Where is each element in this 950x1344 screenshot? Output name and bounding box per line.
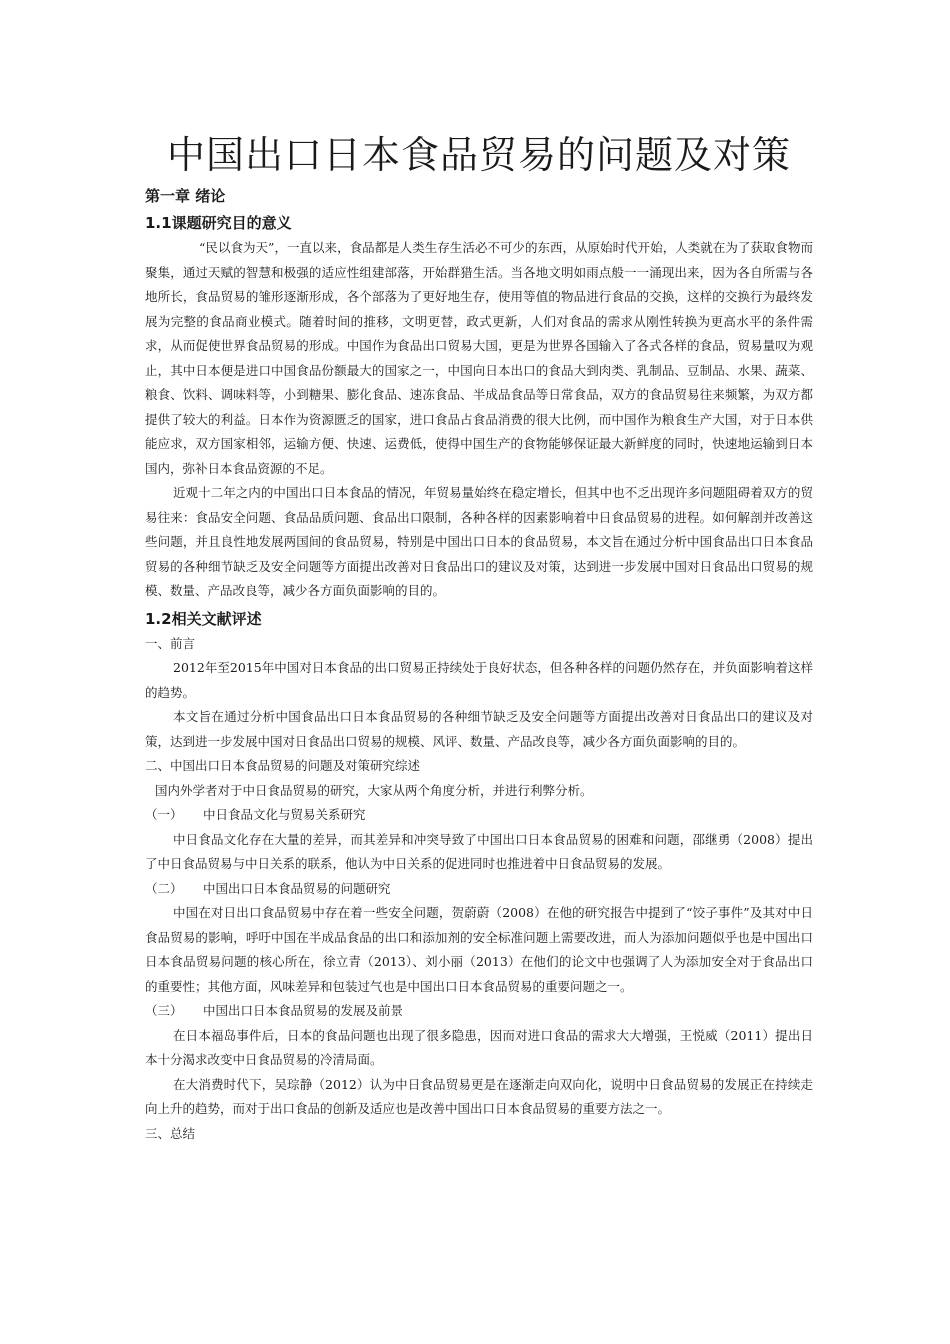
paragraph-sub1: 中日食品文化存在大量的差异，而其差异和冲突导致了中国出口日本食品贸易的困难和问题，邵继勇（2008）提出了中日食品贸易与中日关系的联系，他认为中日关系的促进同时也推进着中日食品贸易的发展。 — [145, 831, 813, 871]
chapter-heading: 第一章 绪论 — [145, 187, 226, 205]
subsection-heading-2 — [145, 877, 813, 902]
subsection-heading-1 — [145, 803, 813, 828]
subsection-title: 中国出口日本食品贸易的发展及前景 — [203, 1003, 404, 1018]
paragraph-sub3-b: 在大消费时代下，吴琮静（2012）认为中日食品贸易更是在逐渐走向双向化，说明中日食品贸易的发展正在持续走向上升的趋势，而对于出口食品的创新及适应也是改善中国出口日本食品贸易的重要方法之一。 — [145, 1076, 813, 1116]
paragraph-review-intro: 国内外学者对于中日食品贸易的研究，大家从两个角度分析，并进行利弊分析。 — [155, 782, 593, 798]
subsection-title: 中日食品文化与贸易关系研究 — [203, 807, 366, 822]
document-body — [145, 130, 813, 1146]
section-heading-1-1: 1.1课题研究目的意义 — [145, 214, 292, 232]
paragraph-preface-b: 本文旨在通过分析中国食品出口日本食品贸易的各种细节缺乏及安全问题等方面提出改善对日食品出口的建议及对策，达到进一步发展中国对日食品出口贸易的规模、风评、数量、产品改良等，减少各方面负面影响的目的。 — [145, 709, 813, 749]
part-heading-review: 二、中国出口日本食品贸易的问题及对策研究综述 — [145, 758, 421, 773]
paragraph-sub3-a: 在日本福岛事件后，日本的食品问题也出现了很多隐患，因而对进口食品的需求大大增强，王悦威（2011）提出日本十分渴求改变中日食品贸易的冷清局面。 — [145, 1027, 813, 1067]
paragraph-1-1-b: 近观十二年之内的中国出口日本食品的情况，年贸易量始终在稳定增长，但其中也不乏出现许多问题阻碍着双方的贸易往来：食品安全问题、食品品质问题、食品出口限制，各种各样的因素影响着中日食品贸易的进程。如何解剖并改善这些问题，并且良性地发展两国间的食品贸易，特别是中国出口日本的食品贸易，本文旨在通过分析中国食品出口日本食品贸易的各种细节缺乏及安全问题等方面提出改善对日食品出口的建议及对策，达到进一步发展中国对日食品出口贸易的规模、数量、产品改良等，减少各方面负面影响的目的。 — [145, 485, 813, 598]
paragraph-1-1-a: “民以食为天”，一直以来，食品都是人类生存生活必不可少的东西，从原始时代开始，人类就在为了获取食物而聚集，通过天赋的智慧和极强的适应性组建部落，开始群猎生活。当各地文明如雨点般一一涌现出来，因为各自所需与各地所长，食品贸易的雏形逐渐形成，各个部落为了更好地生存，使用等值的物品进行食品的交换，这样的交换行为最终发展为完整的食品商业模式。随着时间的推移，文明更替，政式更新，人们对食品的需求从刚性转换为更高水平的条件需求，从而促使世界食品贸易的形成。中国作为食品出口贸易大国，更是为世界各国输入了各式各样的食品，贸易量叹为观止，其中日本便是进口中国食品份额最大的国家之一，中国向日本出口的食品大到肉类、乳制品、豆制品、水果、蔬菜、粮食、饮料、调味料等，小到糖果、膨化食品、速冻食品、半成品食品等日常食品，双方的食品贸易往来频繁，为双方都提供了较大的利益。日本作为资源匮乏的国家，进口食品占食品消费的很大比例，而中国作为粮食生产大国，对于日本供能应求，双方国家相邻，运输方便、快速、运费低，使得中国生产的食物能够保证最大新鲜度的同时，快速地运输到日本国内，弥补日本食品资源的不足。 — [145, 240, 813, 476]
subsection-number: （二） — [145, 880, 183, 896]
subsection-title: 中国出口日本食品贸易的问题研究 — [203, 880, 391, 896]
paragraph-sub2: 中国在对日出口食品贸易中存在着一些安全问题，贺蔚蔚（2008）在他的研究报告中提到了“饺子事件”及其对中日食品贸易的影响，呼吁中国在半成品食品的出口和添加剂的安全标准问题上需要改进，而人为添加问题似乎也是中国出口日本食品贸易问题的核心所在，徐立青（2013）、刘小丽（2013）在他们的论文中也强调了人为添加安全对于食品出口的重要性；其他方面，风味差异和包装过气也是中国出口日本食品贸易的重要问题之一。 — [145, 905, 813, 994]
part-heading-preface: 一、前言 — [145, 635, 196, 651]
section-heading-1-2: 1.2相关文献评述 — [145, 609, 262, 628]
document-title: 中国出口日本食品贸易的问题及对策 — [166, 133, 791, 177]
subsection-number: （一） — [145, 807, 183, 822]
paragraph-preface-a: 2012年至2015年中国对日本食品的出口贸易正持续处于良好状态，但各种各样的问题仍然存在，并负面影响着这样的趋势。 — [145, 660, 813, 700]
subsection-heading-3 — [145, 999, 813, 1024]
part-heading-summary: 三、总结 — [145, 1125, 196, 1141]
subsection-number: （三） — [145, 1003, 183, 1018]
